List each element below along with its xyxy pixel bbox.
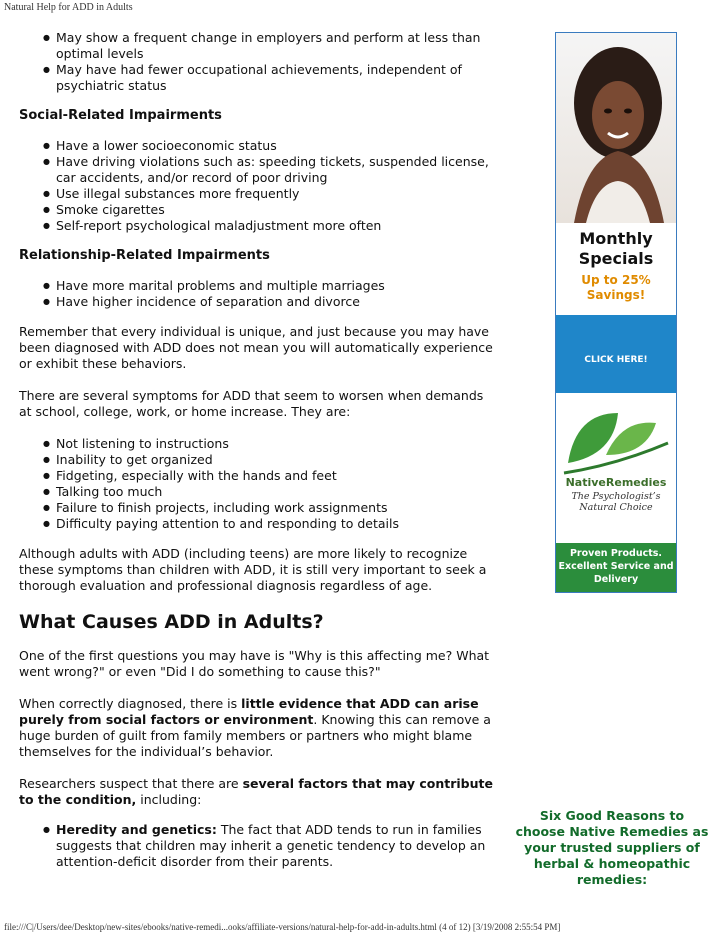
woman-portrait-icon (556, 33, 676, 223)
page-footer: file:///C|/Users/dee/Desktop/new-sites/ebooks/native-remedi...ooks/affiliate-versions/natural-help-for-add-in-adults.html (4 of 12) [3/19/2008 2:55:54 PM] (4, 922, 561, 932)
ad-click-here[interactable]: CLICK HERE! (584, 355, 648, 365)
six-reasons-link[interactable]: Six Good Reasons to choose Native Remedies as your trusted suppliers of herbal & homeopathic remedies: (515, 808, 709, 887)
page-header: Natural Help for ADD in Adults (4, 2, 133, 13)
ad-tagline: The Psychologist’s Natural Choice (571, 491, 661, 513)
list-item: ● Have driving violations such as: speeding tickets, suspended license, car accidents, and/or record of poor driving (56, 154, 499, 186)
factors-list (19, 822, 499, 870)
paragraph-questions: One of the first questions you may have is "Why is this affecting me? What went wrong?" or even "Did I do something to cause this?" (19, 648, 490, 679)
ad-blue-band (556, 315, 676, 393)
list-item: ● May have had fewer occupational achievements, independent of psychiatric status (56, 62, 499, 94)
relationship-heading: Relationship-Related Impairments (19, 248, 270, 263)
heredity-bold: Heredity and genetics: (56, 822, 217, 837)
list-item: ● May show a frequent change in employers and perform at less than optimal levels (56, 30, 499, 62)
factors-text-pre: Researchers suspect that there are (19, 776, 243, 791)
relationship-list (19, 278, 499, 310)
ad-brand: NativeRemedies (565, 476, 667, 489)
list-item: ● Difficulty paying attention to and responding to details (56, 516, 499, 532)
social-heading: Social-Related Impairments (19, 108, 222, 123)
ad-savings: Up to 25% Savings! (581, 273, 651, 302)
paragraph-worsen: There are several symptoms for ADD that seem to worsen when demands at school, college, work, or home increase. They are: (19, 388, 484, 419)
paragraph-factors (19, 776, 499, 808)
list-item: ● Use illegal substances more frequently (56, 186, 499, 202)
ad-photo (556, 33, 676, 223)
ad-monthly-specials: Monthly Specials (578, 229, 654, 268)
ad-logo-area (556, 393, 676, 543)
evidence-bold: little evidence that ADD can arise purely from social factors or environment (19, 696, 479, 727)
list-item: ● Have more marital problems and multiple marriages (56, 278, 499, 294)
list-item: ● Not listening to instructions (56, 436, 499, 452)
symptoms-list (19, 436, 499, 532)
paragraph-unique: Remember that every individual is unique, and just because you may have been diagnosed with ADD does not mean you will automatically experience or exhibit these behaviors. (19, 324, 493, 371)
ad-proven-products: Proven Products. Excellent Service and Delivery (558, 548, 674, 585)
social-list (19, 138, 499, 234)
heredity-text: The fact that ADD tends to run in families suggests that children may inherit a genetic tendency to develop an attention-deficit disorder from their parents. (56, 822, 486, 869)
native-remedies-ad[interactable] (555, 32, 677, 593)
factors-text-post: including: (136, 792, 202, 807)
leaf-logo-icon (556, 393, 676, 483)
evidence-text-pre: When correctly diagnosed, there is (19, 696, 242, 711)
article-body (19, 30, 499, 884)
list-item: ● Have a lower socioeconomic status (56, 138, 499, 154)
list-item: ● Failure to finish projects, including work assignments (56, 500, 499, 516)
paragraph-evidence (19, 696, 499, 760)
evidence-text-post: . Knowing this can remove a huge burden of guilt from family members or partners who might blame themselves for the individual’s behavior. (19, 712, 491, 759)
list-item: ● Have higher incidence of separation and divorce (56, 294, 499, 310)
intro-list (19, 30, 499, 94)
list-item: ● Self-report psychological maladjustment more often (56, 218, 499, 234)
list-item: ● Fidgeting, especially with the hands and feet (56, 468, 499, 484)
causes-heading: What Causes ADD in Adults? (19, 611, 324, 633)
list-item (56, 822, 499, 870)
list-item: ● Smoke cigarettes (56, 202, 499, 218)
paragraph-teens: Although adults with ADD (including teens) are more likely to recognize these symptoms than children with ADD, it is still very important to seek a thorough evaluation and professional diagnosis regardless of age. (19, 546, 487, 593)
list-item: ● Inability to get organized (56, 452, 499, 468)
list-item: ● Talking too much (56, 484, 499, 500)
factors-bold: several factors that may contribute to the condition, (19, 776, 493, 807)
